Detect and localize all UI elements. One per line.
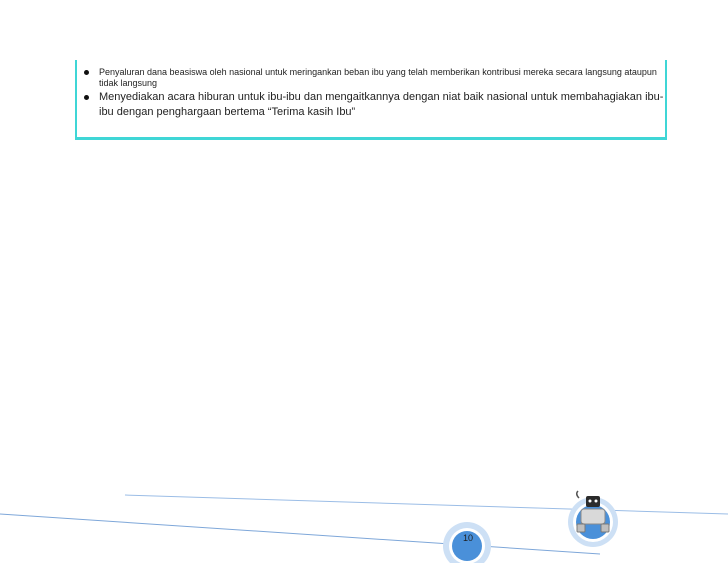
bullet-text: Penyaluran dana beasiswa oleh nasional untuk meringankan beban ibu yang telah memberikan kontribusi mereka secara langsung ataupun tidak langsung (99, 67, 657, 88)
content-box (75, 60, 667, 140)
footer-decoration (0, 470, 728, 563)
bullet-item-entertainment (77, 90, 665, 120)
bullet-dot-icon (84, 95, 89, 100)
footer-line-upper (125, 495, 728, 514)
bullet-list (77, 67, 665, 120)
robot-mascot-icon (568, 491, 618, 547)
page-number: 10 (462, 533, 473, 543)
bullet-text: Menyediakan acara hiburan untuk ibu-ibu dan mengaitkannya dengan niat baik nasional untuk membahagiakan ibu-ibu dengan penghargaan bertema “Terima kasih Ibu” (99, 91, 664, 118)
bullet-dot-icon (84, 70, 89, 75)
bullet-item-scholarship (77, 67, 665, 89)
footer-line-lower (0, 514, 600, 554)
